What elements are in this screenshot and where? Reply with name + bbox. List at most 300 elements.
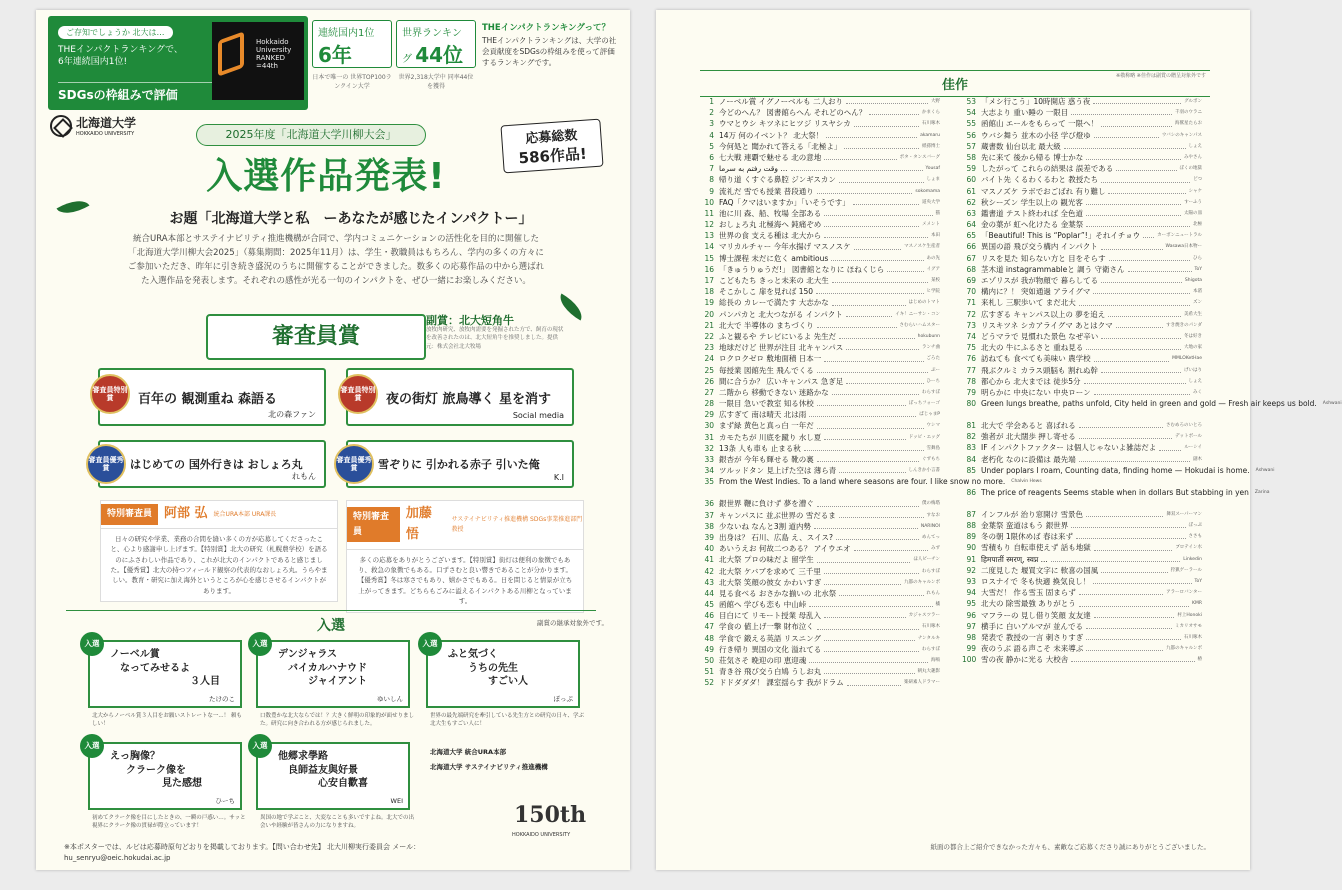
kasaku-entry bbox=[962, 542, 1202, 553]
entry-number: 49 bbox=[704, 644, 714, 654]
entry-author: ヒ学院 bbox=[926, 289, 940, 295]
dotted-leader bbox=[1101, 365, 1181, 373]
entry-number: 74 bbox=[966, 331, 976, 341]
dotted-leader bbox=[844, 141, 919, 149]
dotted-leader bbox=[1079, 431, 1172, 439]
entry-number: 98 bbox=[966, 632, 976, 642]
entry-author: れもん bbox=[926, 590, 940, 596]
organizer-logos bbox=[430, 748, 548, 772]
judge-label: 特別審査員 bbox=[347, 507, 400, 542]
entry-number: 83 bbox=[966, 443, 976, 453]
nyusen-comment: 口数豊かな北大ならでは！？大きく鮮明の印象的が面せりました。研究に向き合われる方が感じられました。 bbox=[260, 713, 414, 728]
entry-number: 84 bbox=[966, 454, 976, 464]
entry-number: 35 bbox=[704, 477, 714, 487]
kasaku-entry bbox=[962, 442, 1202, 453]
judge-affiliation: 統合URA本部 URA課長 bbox=[213, 510, 277, 518]
nyusen-card-4 bbox=[84, 741, 242, 810]
kasaku-entry bbox=[962, 654, 1202, 665]
entry-number: 71 bbox=[966, 298, 976, 308]
award-text: 夜の街灯 旅鳥導く 星を消す bbox=[386, 392, 552, 407]
entry-text: 異国の語 飛び交う構内 インパクト bbox=[981, 242, 1098, 252]
entry-author: 僕の梅塔 bbox=[922, 501, 940, 507]
kasaku-entry bbox=[962, 219, 1202, 230]
entry-author: 大野 bbox=[931, 99, 940, 104]
haiku-line: 他郷求學路 bbox=[278, 751, 328, 762]
entry-author: 猫 bbox=[935, 210, 940, 216]
entry-author: 村上Honoki bbox=[1177, 612, 1202, 618]
entry-number: 88 bbox=[966, 521, 976, 530]
dotted-leader bbox=[854, 543, 928, 551]
entry-number: 89 bbox=[966, 532, 976, 542]
dotted-leader bbox=[1101, 565, 1167, 573]
entry-author: げいはり bbox=[1184, 367, 1202, 373]
entry-text: まず緑 黄色と真っ白 一年だ bbox=[719, 421, 814, 431]
entry-text: 蔵書数 仙台以北 最大級 bbox=[981, 141, 1061, 151]
kasaku-entry bbox=[700, 465, 940, 476]
entry-author: 本田 bbox=[931, 233, 940, 239]
haiku-line: 良師益友與好景 bbox=[288, 764, 358, 776]
kasaku-entry bbox=[962, 487, 1270, 509]
entry-number: 59 bbox=[966, 164, 976, 174]
dotted-leader bbox=[1084, 376, 1186, 384]
entry-author: 橘 bbox=[935, 602, 940, 608]
excellence-award-card-2 bbox=[346, 440, 574, 488]
dotted-leader bbox=[1101, 174, 1190, 182]
kasaku-entry bbox=[700, 621, 940, 632]
dotted-leader bbox=[824, 577, 901, 585]
dotted-leader bbox=[839, 465, 905, 473]
entry-text: The price of reagents Seems stable when in dollars But stabbing in yen bbox=[981, 487, 1249, 497]
kasaku-entry bbox=[700, 130, 940, 141]
kasaku-entry bbox=[700, 521, 940, 532]
entry-text: 銀世界 鞭に負けず 夢を漕ぐ bbox=[719, 499, 814, 509]
award-text: 雪ぞりに 引かれる赤子 引いた俺 bbox=[378, 458, 540, 471]
entry-text: 老朽化 なのに設備は 最先端 bbox=[981, 454, 1076, 464]
entry-number: 96 bbox=[966, 610, 976, 620]
dotted-leader bbox=[1079, 454, 1190, 462]
sub-award-note: 放牧肉研究、放牧肉需要を発掘された方で、飼育の現状を改善されたのは、北大短角牛を推奨しました。提供元：株式会社北大牧場 bbox=[426, 327, 564, 350]
entry-text: 強者が 北大闊歩 押し寄せる bbox=[981, 432, 1076, 442]
entry-number: 45 bbox=[704, 600, 714, 610]
haiku-line: バイカルハナウド bbox=[288, 662, 367, 674]
entry-author: わらすぼ bbox=[922, 389, 940, 395]
entry-number: 76 bbox=[966, 354, 976, 364]
dotted-leader bbox=[847, 677, 901, 685]
entry-text: 世界の食 支える種は 北大から bbox=[719, 231, 822, 241]
entry-text: 茎木道 instagrammableと 調う 守衛さん bbox=[981, 264, 1125, 274]
kasaku-entry bbox=[700, 376, 940, 387]
dotted-leader bbox=[814, 521, 918, 529]
kasaku-entry bbox=[700, 253, 940, 264]
judge-name: 加藤 悟 bbox=[405, 506, 432, 542]
entry-text: 見る食べる おさかな揃いの 北水祭 bbox=[719, 588, 837, 598]
entry-number: 77 bbox=[966, 365, 976, 375]
judge-name: 阿部 弘 bbox=[164, 506, 208, 521]
award-author: 北の森ファン bbox=[268, 410, 316, 419]
entry-author: グルボン bbox=[1184, 99, 1202, 104]
entry-author: ごろた bbox=[926, 356, 940, 362]
dotted-leader bbox=[853, 197, 919, 205]
entry-number: 95 bbox=[966, 599, 976, 609]
entry-number: 85 bbox=[966, 465, 976, 475]
entry-number: 6 bbox=[709, 152, 714, 162]
entry-author: ブロテイン水 bbox=[1175, 545, 1202, 551]
nyusen-note: 副賞の継承対象外です。 bbox=[537, 619, 608, 627]
kasaku-entry bbox=[700, 543, 940, 554]
dotted-leader bbox=[1086, 219, 1190, 227]
haiku-author: ぽっぷ bbox=[553, 695, 573, 703]
entry-author: あの先 bbox=[926, 255, 940, 261]
rank1-label: 連続国内1位 bbox=[318, 28, 375, 39]
entry-text: 飛ぶクルミ カラス頭脳も 割れぬ幹 bbox=[981, 365, 1098, 375]
entry-number: 100 bbox=[962, 655, 977, 665]
entry-text: IF インパクトファクター は個人じゃないよ雑誌だよ bbox=[981, 443, 1157, 453]
entry-number: 36 bbox=[704, 499, 714, 509]
kasaku-entry bbox=[962, 621, 1202, 632]
banner-sdgs: SDGsの枠組みで評価 bbox=[58, 82, 298, 103]
entry-number: 9 bbox=[709, 186, 714, 196]
entry-text: インフルが 治り窓開け 雪景色 bbox=[981, 509, 1083, 519]
haiku-author: たけのこ bbox=[209, 695, 235, 703]
entry-text: हिमपातीं स्मरण्, स्वप्न ... bbox=[981, 554, 1048, 564]
judge-comment-2 bbox=[346, 500, 584, 613]
poster-page-2 bbox=[656, 10, 1342, 870]
entry-number: 14 bbox=[704, 242, 714, 252]
entry-author: すき焼きのパンダ bbox=[1166, 322, 1202, 328]
entry-author: どつ bbox=[1193, 177, 1202, 183]
rank2-value: 44位 bbox=[415, 43, 464, 67]
kasaku-entry bbox=[700, 398, 940, 409]
kasaku-entry bbox=[962, 509, 1202, 520]
entry-number: 68 bbox=[966, 264, 976, 274]
kasaku-entry bbox=[962, 353, 1202, 364]
entry-text: 金の葉が 虹へ化けたる 金葉祭 bbox=[981, 220, 1084, 230]
entry-number: 67 bbox=[966, 253, 976, 263]
entry-number: 10 bbox=[704, 197, 714, 207]
haiku-line: ジャイアント bbox=[308, 676, 368, 687]
kasaku-entry bbox=[962, 454, 1202, 465]
entry-number: 32 bbox=[704, 443, 714, 453]
entry-number: 70 bbox=[966, 287, 976, 297]
entry-author: 大地の家 bbox=[1184, 345, 1202, 351]
entry-number: 60 bbox=[966, 175, 976, 185]
entry-text: ロスナイで 冬も快適 換気良し！ bbox=[981, 576, 1091, 586]
dotted-leader bbox=[1079, 587, 1163, 595]
haiku-line: クラーク像を bbox=[126, 764, 186, 776]
kasaku-entry bbox=[700, 633, 940, 644]
entry-text: 大雪だ！ 作る雪玉 固まらず bbox=[981, 588, 1076, 598]
kasaku-entry bbox=[700, 454, 940, 465]
entry-number: 28 bbox=[704, 399, 714, 409]
kasaku-entry bbox=[700, 644, 940, 655]
kasaku-entry bbox=[700, 230, 940, 241]
entry-number: 64 bbox=[966, 220, 976, 230]
dotted-leader bbox=[1086, 197, 1181, 205]
entry-number: 20 bbox=[704, 309, 714, 319]
kasaku-entry bbox=[700, 275, 940, 286]
entry-text: ノーベル賞 イグノーベルも 二人おり bbox=[719, 97, 844, 106]
award-author: れもん bbox=[292, 472, 316, 481]
entry-author: 北極 bbox=[1193, 222, 1202, 228]
kasaku-entry bbox=[700, 118, 940, 129]
haiku-author: WEI bbox=[390, 797, 403, 805]
entry-author: みず bbox=[931, 546, 940, 552]
dotted-leader bbox=[1094, 387, 1190, 395]
entry-author: みやさん bbox=[1184, 154, 1202, 160]
dotted-leader bbox=[817, 621, 919, 629]
entry-text: 帰り道 くすぐる鼻腔 ジンギスカン bbox=[719, 175, 836, 185]
award-text: はじめての 国外行きは おしょろ丸 bbox=[130, 458, 303, 471]
entry-author: ぷー bbox=[931, 367, 940, 373]
entry-author: わらすぼ bbox=[922, 646, 940, 652]
entry-author: Ashwani bbox=[1322, 401, 1342, 407]
kasaku-entry bbox=[962, 107, 1202, 118]
entry-number: 63 bbox=[966, 208, 976, 218]
kasaku-entry bbox=[700, 331, 940, 342]
entry-author: 本渚 bbox=[1193, 289, 1202, 295]
dotted-leader bbox=[1086, 152, 1181, 160]
entry-text: 学食の 値上げ一撃 財布泣く bbox=[719, 622, 814, 632]
entry-author: ぱじゃまP bbox=[919, 412, 940, 418]
entry-author: 朝丸大趣影 bbox=[917, 669, 940, 675]
nyusen-title: 入選 bbox=[66, 610, 596, 635]
entry-number: 8 bbox=[709, 175, 714, 185]
entry-number: 86 bbox=[966, 487, 976, 497]
entry-author: ささも bbox=[1188, 534, 1202, 540]
kasaku-entry bbox=[700, 566, 940, 577]
org-sustainability: 北海道大学 サステイナビリティ推進機構 bbox=[430, 763, 548, 772]
dotted-leader bbox=[1086, 621, 1172, 629]
entry-text: おしょろ丸 北極海へ 鈍痛ぞめ bbox=[719, 220, 822, 230]
award-medal-icon: 審査員優秀賞 bbox=[86, 444, 126, 484]
kasaku-entry bbox=[700, 666, 940, 677]
entry-text: リスを見た 知らない方と 目をそらす bbox=[981, 253, 1106, 263]
dotted-leader bbox=[817, 420, 924, 428]
entry-text: マリカルチャー 今年水揚げ マスノスケ bbox=[719, 242, 851, 252]
entry-author: カーボンニュートラル bbox=[1157, 233, 1202, 239]
entry-author: 太陽の皿 bbox=[1184, 210, 1202, 216]
nyusen-card-5 bbox=[252, 741, 410, 810]
entry-author: 海鷲星たらお bbox=[1175, 121, 1202, 127]
rank1-note: 日本で唯一の 世界TOP100ランクイン大学 bbox=[312, 74, 392, 90]
haiku-line: 心安自歡喜 bbox=[318, 778, 368, 789]
entry-text: 北大祭 プロの味だよ 留学生 bbox=[719, 555, 814, 565]
kasaku-entry bbox=[962, 598, 1202, 609]
haiku-line: ふと気づく bbox=[448, 649, 498, 660]
closing-note: 紙面の都合上ご紹介できなかった方々も、素敵なご応募くださり誠にありがとうございました。 bbox=[930, 843, 1210, 851]
entry-text: 北大の 除雪最強 ありがとう bbox=[981, 599, 1076, 609]
kasaku-entry bbox=[962, 387, 1202, 398]
judge-award-title: 審査員賞 bbox=[206, 314, 426, 360]
kasaku-entry bbox=[962, 253, 1202, 264]
entry-text: マフラーの 見し借り笑顔 友友達 bbox=[981, 610, 1091, 620]
entry-author: ウシマ bbox=[926, 423, 940, 429]
entry-number: 33 bbox=[704, 455, 714, 464]
kasaku-entry bbox=[962, 365, 1202, 376]
dotted-leader bbox=[839, 174, 924, 182]
kasaku-entry bbox=[700, 152, 940, 163]
entry-text: 学食で 鍛える英語 リスニング bbox=[719, 633, 821, 643]
entry-author: ぽっぷ bbox=[1188, 523, 1202, 528]
rank2-note: 世界2,318大学中 同率44位を獲得 bbox=[398, 74, 474, 90]
award-author: Social media bbox=[512, 411, 564, 420]
dotted-leader bbox=[846, 376, 923, 384]
dotted-leader bbox=[846, 342, 919, 350]
entry-author: ポタ・タンスバーグ bbox=[899, 154, 940, 160]
nyusen-tag: 入選 bbox=[248, 734, 272, 758]
entry-author: 椿 bbox=[1197, 657, 1202, 663]
entry-text: あいうえお 何故二つある？ アイウエオ bbox=[719, 544, 851, 554]
logo-name: 北海道大学 bbox=[76, 116, 137, 130]
entry-number: 81 bbox=[966, 421, 976, 431]
entry-text: From the West Indies. To a land where seasons are four. I like snow no more. bbox=[719, 477, 1006, 487]
kasaku-entry bbox=[700, 163, 940, 174]
kasaku-entry bbox=[962, 465, 1275, 487]
kasaku-entry bbox=[700, 219, 940, 230]
entry-number: 11 bbox=[704, 208, 714, 218]
dotted-leader bbox=[804, 443, 924, 451]
kasaku-entry bbox=[700, 409, 940, 420]
dotted-leader bbox=[817, 186, 913, 194]
entry-number: 34 bbox=[704, 466, 714, 476]
entry-author: しょえ bbox=[1188, 143, 1202, 149]
contest-name: 2025年度「北海道大学川柳大会」 bbox=[196, 124, 426, 146]
kasaku-entry bbox=[962, 174, 1202, 185]
entry-number: 57 bbox=[966, 141, 976, 151]
leaf-decoration bbox=[555, 293, 588, 320]
entry-number: 5 bbox=[709, 141, 714, 151]
entry-number: 41 bbox=[704, 555, 714, 565]
entry-text: キャンパスに 並ぶ世界の 雪だるま bbox=[719, 510, 836, 520]
haiku-line: デンジャラス bbox=[278, 649, 338, 660]
dotted-leader bbox=[832, 275, 928, 283]
dotted-leader bbox=[824, 633, 915, 641]
theme: お題「北海道大学と私 ーあなたが感じたインパクトー」 bbox=[169, 211, 533, 227]
poster-page-1 bbox=[36, 10, 630, 870]
entry-number: 38 bbox=[704, 521, 714, 531]
kasaku-entry bbox=[700, 286, 940, 297]
entry-number: 18 bbox=[704, 287, 714, 297]
nyusen-comment: 異国の地で学ぶこと、大変なことも多いですよね。北大での出会いや経験が皆さんの力になりますね。 bbox=[260, 815, 415, 830]
entry-number: 27 bbox=[704, 387, 714, 397]
entry-number: 44 bbox=[704, 588, 714, 598]
entry-author: 海鳴 bbox=[931, 658, 940, 663]
dotted-leader bbox=[824, 208, 932, 216]
dotted-leader bbox=[839, 510, 924, 518]
kasaku-entry bbox=[962, 275, 1202, 286]
kasaku-entry bbox=[962, 643, 1202, 654]
haiku-line: 見た感想 bbox=[162, 778, 202, 789]
entry-number: 7 bbox=[709, 164, 714, 174]
entry-author: 舞双スーパーマン bbox=[1166, 511, 1202, 517]
kasaku-entry bbox=[700, 107, 940, 118]
dotted-leader bbox=[1086, 632, 1181, 640]
entry-text: 構内に？！ 突如通過 アライグマ bbox=[981, 287, 1091, 297]
kasaku-entry bbox=[700, 342, 940, 353]
entry-number: 61 bbox=[966, 186, 976, 196]
dotted-leader bbox=[1093, 96, 1181, 104]
entry-author: ミカリオサモ bbox=[1175, 623, 1202, 629]
nyusen-tag: 入選 bbox=[248, 632, 272, 656]
award-text: 百年の 観測重ね 森語る bbox=[138, 392, 278, 407]
entry-author: Yousaf bbox=[925, 166, 940, 172]
dotted-leader bbox=[809, 655, 928, 663]
entry-text: 北大祭 笑顔の彼女 かわいすぎ bbox=[719, 577, 822, 587]
entry-text: エゾリスが 我が物顔で 暮らしてる bbox=[981, 276, 1099, 285]
dotted-leader bbox=[831, 253, 923, 261]
nyusen-card-2 bbox=[252, 639, 410, 708]
dotted-leader bbox=[1116, 320, 1164, 328]
entry-number: 52 bbox=[704, 678, 714, 688]
entry-author: ひら bbox=[1193, 255, 1202, 261]
dotted-leader bbox=[887, 264, 923, 272]
kasaku-entry bbox=[700, 655, 940, 666]
badge-rank: RANKED =44th bbox=[256, 54, 286, 70]
kasaku-entry bbox=[962, 554, 1202, 565]
kasaku-entry bbox=[962, 309, 1202, 320]
dotted-leader bbox=[1101, 275, 1182, 283]
banner-pill: ご存知でしょうか 北大は… bbox=[58, 26, 173, 39]
entry-text: 青き谷 飛び交う白鳩 うしお丸 bbox=[719, 667, 822, 677]
kasaku-entry bbox=[962, 531, 1202, 542]
rank2-label: 世界ランキング bbox=[402, 28, 462, 65]
anniversary-sub: HOKKAIDO UNIVERSITY bbox=[512, 832, 571, 838]
dotted-leader bbox=[817, 398, 906, 406]
entry-author: マスノスケ生産者 bbox=[904, 244, 940, 250]
entry-number: 48 bbox=[704, 633, 714, 643]
entry-number: 55 bbox=[966, 119, 976, 129]
entry-author: 冬は好き bbox=[1184, 333, 1202, 339]
entry-number: 26 bbox=[704, 376, 714, 386]
banner-line1: THEインパクトランキングで、 bbox=[58, 45, 183, 55]
kasaku-entry bbox=[962, 376, 1202, 387]
entry-author: しんきか小言書 bbox=[908, 468, 940, 474]
kasaku-entry bbox=[962, 230, 1202, 241]
dotted-leader bbox=[809, 599, 932, 607]
entry-author: しょえ bbox=[1188, 378, 1202, 384]
entry-text: マスノズケ ラボでおごばれ 有り難し bbox=[981, 186, 1106, 196]
kasaku-entry bbox=[962, 297, 1202, 308]
entry-text: 銀杏が 今年も輝せる 靴の裏 bbox=[719, 455, 814, 464]
entry-text: 横手に 白いアルマが 並んでる bbox=[981, 621, 1083, 631]
dotted-leader bbox=[1143, 230, 1154, 238]
entry-author: Linkedin bbox=[1183, 556, 1202, 562]
entry-author: KMR bbox=[1192, 601, 1202, 607]
nyusen-tag: 入選 bbox=[80, 632, 104, 656]
kasaku-entry bbox=[700, 197, 940, 208]
entry-author: シャケ bbox=[1188, 188, 1202, 194]
haiku-line: えっ胸像？ bbox=[110, 751, 160, 762]
dotted-leader bbox=[1094, 610, 1175, 618]
entry-text: 二度見した 堰買文字に 軟喜の国風 bbox=[981, 565, 1099, 575]
entry-author: 石川啄木 bbox=[1184, 634, 1202, 640]
judge-affiliation: サステイナビリティ推進機構 SDGs事業推進部門 教授 bbox=[451, 516, 583, 533]
entry-number: 53 bbox=[966, 97, 976, 106]
entry-number: 56 bbox=[966, 130, 976, 140]
impact-explanation bbox=[482, 22, 622, 69]
entry-number: 99 bbox=[966, 644, 976, 654]
entry-text: カモたちが 川底を蹴り 水し夏 bbox=[719, 432, 822, 442]
entry-author: Chalvin Hews bbox=[1011, 479, 1042, 485]
kasaku-entry bbox=[700, 588, 940, 599]
dotted-leader bbox=[824, 219, 919, 227]
entry-author: ウバシのキャンパス bbox=[1161, 132, 1202, 138]
entry-author: ナンタルキ bbox=[917, 635, 940, 641]
dotted-leader bbox=[1094, 542, 1173, 550]
ranking-badge bbox=[212, 22, 304, 100]
entry-text: どうマラで 見慣れた景色 なぜ辛い bbox=[981, 331, 1099, 341]
kasaku-entry bbox=[700, 677, 940, 688]
